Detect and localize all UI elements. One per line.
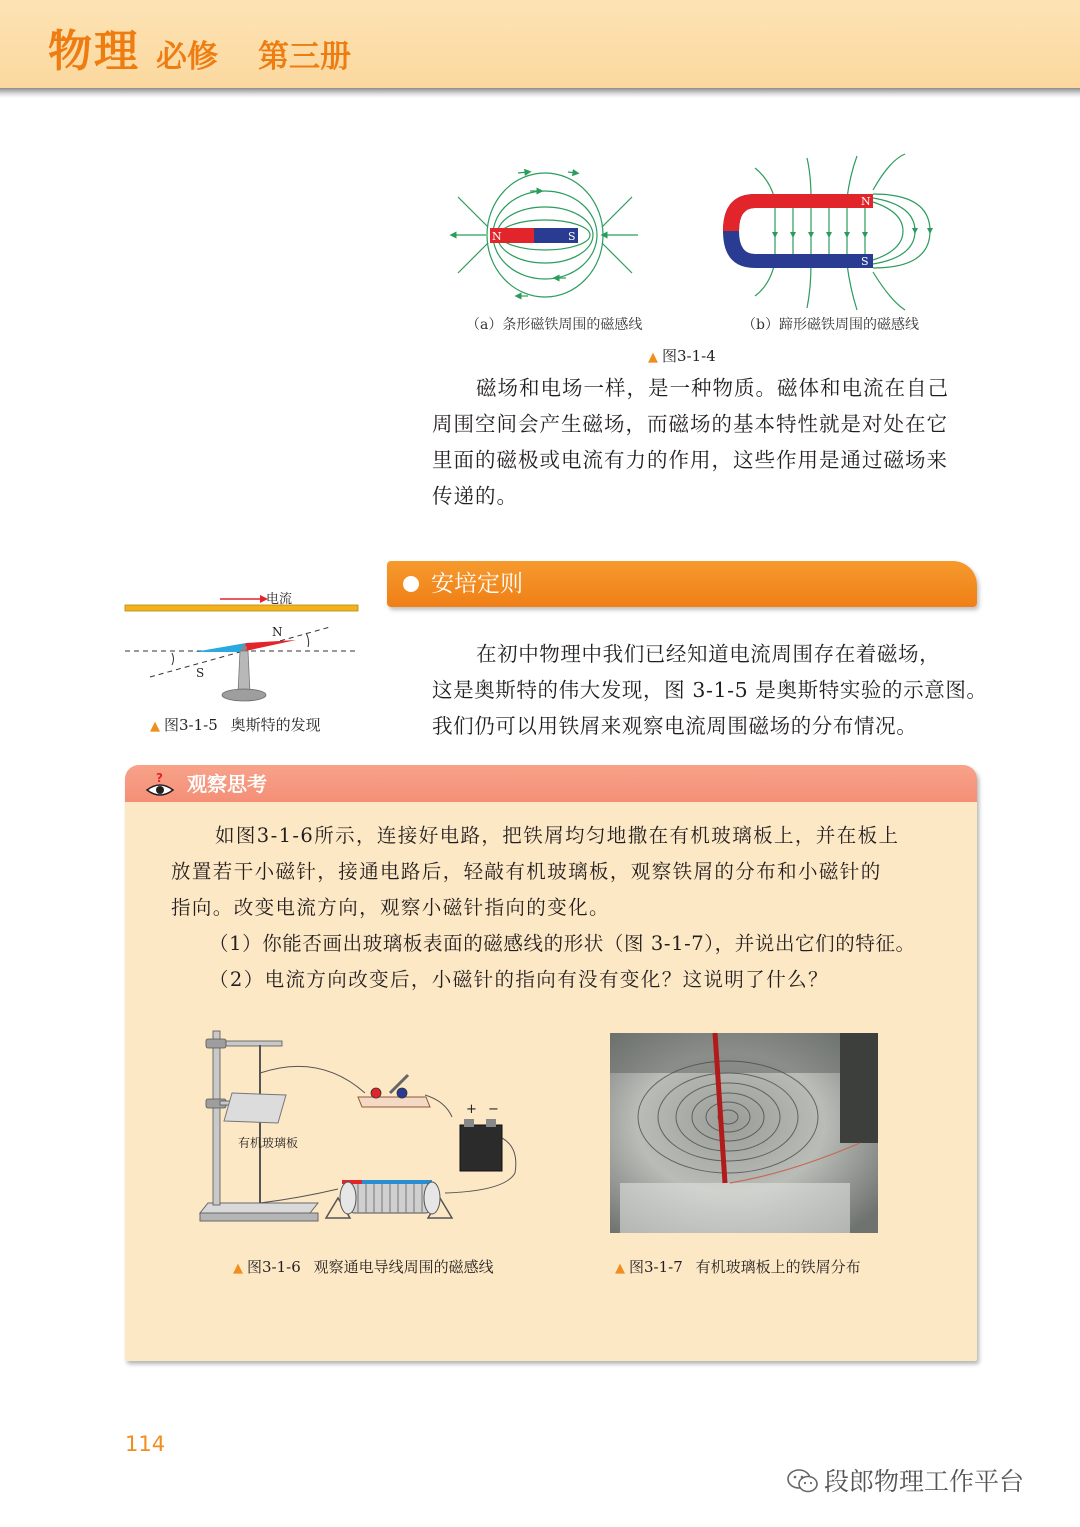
fig-3-1-4-label-text: 图3-1-4 — [662, 347, 716, 365]
header-shadow — [0, 88, 1080, 98]
eye-question-icon — [145, 771, 177, 799]
wechat-icon — [786, 1468, 820, 1494]
fig-3-1-7-label: 图3-1-7 — [629, 1258, 683, 1276]
page-number: 114 — [125, 1432, 166, 1456]
iron-filings-photo — [610, 1033, 878, 1233]
battery-minus-label: − — [488, 1102, 499, 1117]
intro-paragraph — [432, 370, 992, 514]
horseshoe-n-label: N — [861, 195, 871, 208]
section-line: 这是奥斯特的伟大发现，图 3-1-5 是奥斯特实验的示意图。 — [432, 678, 988, 702]
fig-3-1-6-title: 观察通电导线周围的磁感线 — [313, 1258, 494, 1276]
fig-3-1-6-caption — [233, 1256, 494, 1277]
bar-magnet-n-label: N — [492, 230, 502, 243]
fig-3-1-5-caption — [150, 714, 321, 735]
fig-3-1-6-label: 图3-1-6 — [247, 1258, 301, 1276]
bar-magnet-field-diagram — [448, 152, 643, 317]
triangle-icon: ▲ — [233, 1261, 243, 1276]
fig-3-1-5-title: 奥斯特的发现 — [230, 716, 321, 734]
triangle-icon: ▲ — [648, 350, 658, 365]
header-volume: 第三册 — [258, 39, 351, 75]
section-title: 安培定则 — [431, 571, 523, 597]
bullet-dot-icon — [403, 576, 419, 592]
needle-n-label: N — [272, 625, 283, 639]
bar-magnet-s-label: S — [568, 230, 576, 243]
triangle-icon: ▲ — [150, 719, 160, 734]
fig-3-1-7-title: 有机玻璃板上的铁屑分布 — [695, 1258, 861, 1276]
intro-line: 磁场和电场一样，是一种物质。磁体和电流在自己 — [476, 376, 949, 400]
section-line: 在初中物理中我们已经知道电流周围存在着磁场， — [476, 642, 941, 666]
horseshoe-magnet-field-diagram — [715, 150, 940, 315]
observe-line: 指向。改变电流方向，观察小磁针指向的变化。 — [171, 896, 610, 919]
svg-text:?: ? — [156, 771, 163, 785]
fig-3-1-7-caption — [615, 1256, 861, 1277]
watermark — [786, 1462, 1024, 1498]
observe-line: 如图3-1-6所示，连接好电路，把铁屑均匀地撒在有机玻璃板上，并在板上 — [215, 824, 900, 847]
section-paragraph — [432, 636, 992, 744]
plate-label: 有机玻璃板 — [238, 1136, 299, 1150]
observe-think-box — [125, 765, 977, 1361]
fig-3-1-4-label — [648, 345, 716, 366]
section-line: 我们仍可以用铁屑来观察电流周围磁场的分布情况。 — [432, 714, 918, 738]
observe-think-title: 观察思考 — [187, 772, 267, 796]
intro-line: 里面的磁极或电流有力的作用，这些作用是通过磁场来 — [432, 448, 948, 472]
horseshoe-s-label: S — [861, 255, 869, 268]
needle-s-label: S — [196, 666, 205, 680]
fig-3-1-4b-caption: （b）蹄形磁铁周围的磁感线 — [742, 317, 919, 333]
header-course: 必修 — [156, 39, 218, 75]
observe-think-header — [125, 765, 977, 802]
intro-line: 周围空间会产生磁场，而磁场的基本特性就是对处在它 — [432, 412, 948, 436]
intro-line: 传递的。 — [432, 484, 518, 508]
observe-question-1: （1）你能否画出玻璃板表面的磁感线的形状（图 3-1-7），并说出它们的特征。 — [209, 932, 916, 955]
oersted-experiment-diagram — [120, 585, 365, 710]
fig-3-1-5-label: 图3-1-5 — [164, 716, 218, 734]
triangle-icon: ▲ — [615, 1261, 625, 1276]
watermark-text: 段郎物理工作平台 — [824, 1467, 1025, 1496]
observe-body — [171, 818, 971, 998]
section-heading-bar — [387, 561, 977, 607]
fig-3-1-4a-caption: （a）条形磁铁周围的磁感线 — [466, 317, 643, 333]
page-header — [0, 0, 1080, 88]
observe-question-2: （2）电流方向改变后，小磁针的指向有没有变化？这说明了什么？ — [209, 968, 829, 991]
battery-plus-label: + — [466, 1102, 477, 1117]
current-label: 电流 — [266, 592, 293, 607]
header-subject: 物理 — [48, 26, 140, 77]
observe-line: 放置若干小磁针，接通电路后，轻敲有机玻璃板，观察铁屑的分布和小磁针的 — [171, 860, 882, 883]
circuit-apparatus-diagram — [190, 1023, 610, 1238]
